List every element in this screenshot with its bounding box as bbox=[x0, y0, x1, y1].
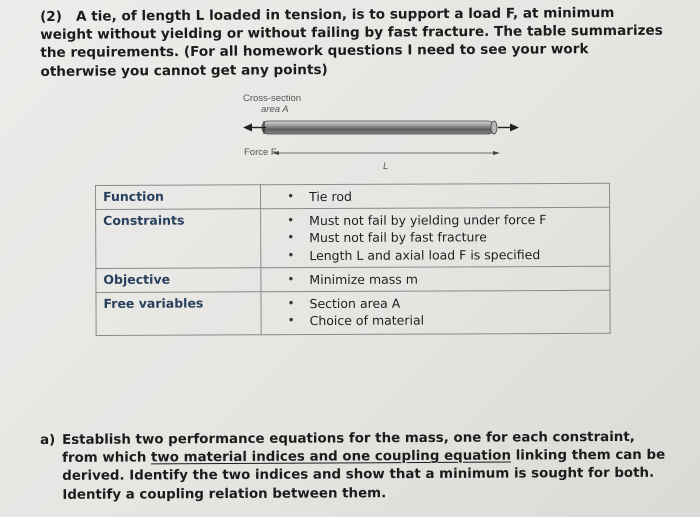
row-label-function: Function bbox=[96, 185, 261, 210]
table-row bbox=[96, 290, 610, 336]
objective-list bbox=[287, 270, 602, 289]
tie-rod-drawing bbox=[200, 90, 520, 180]
list-item: • Minimize mass m bbox=[287, 270, 602, 289]
length-dimension bbox=[272, 151, 500, 155]
left-force-arrow bbox=[243, 121, 266, 134]
table-row bbox=[96, 207, 610, 268]
table-row bbox=[96, 266, 610, 292]
list-item: • Tie rod bbox=[287, 187, 602, 206]
underlined-phrase: two material indices and one coupling equation bbox=[150, 448, 512, 466]
area-label-line1: Cross-section bbox=[243, 93, 302, 104]
constraints-list bbox=[287, 211, 602, 264]
question-number: (2) bbox=[40, 8, 63, 25]
right-force-arrow bbox=[498, 124, 519, 132]
part-a-marker: a) bbox=[40, 432, 56, 448]
area-label-line2: area A bbox=[261, 104, 289, 115]
rod bbox=[262, 121, 497, 134]
list-item: • Must not fail by yielding under force F bbox=[287, 211, 602, 230]
part-a-question bbox=[40, 429, 670, 505]
table-row bbox=[96, 183, 610, 209]
row-label-free-variables: Free variables bbox=[96, 292, 261, 336]
list-item: • Length L and axial load F is specified bbox=[287, 245, 602, 264]
force-label: Force F bbox=[244, 147, 277, 158]
row-label-constraints: Constraints bbox=[96, 209, 261, 268]
question-text: A tie, of length L loaded in tension, is to support a load F, at minimum weight without yielding or without failing by fast fracture. The table summarizes the requirements. (For all homework questions I need to see your work otherwise you cannot get any points) bbox=[40, 4, 663, 80]
part-a-text: Establish two performance equations for the mass, one for each constraint, from which two material indices and one coupling equation linking them can be derived. Identify the two indices and show that a minimum is sought for both. Identify a coupling relation between them. bbox=[62, 429, 666, 503]
list-item: • Must not fail by fast fracture bbox=[287, 228, 602, 247]
list-item: • Section area A bbox=[287, 294, 602, 313]
free-variables-list bbox=[287, 294, 602, 330]
row-label-objective: Objective bbox=[96, 268, 261, 293]
requirements-table bbox=[95, 183, 611, 337]
length-label: L bbox=[383, 161, 389, 172]
tie-rod-figure bbox=[200, 90, 520, 180]
question-intro bbox=[40, 4, 665, 81]
list-item: • Choice of material bbox=[288, 311, 603, 330]
function-list bbox=[287, 187, 602, 206]
